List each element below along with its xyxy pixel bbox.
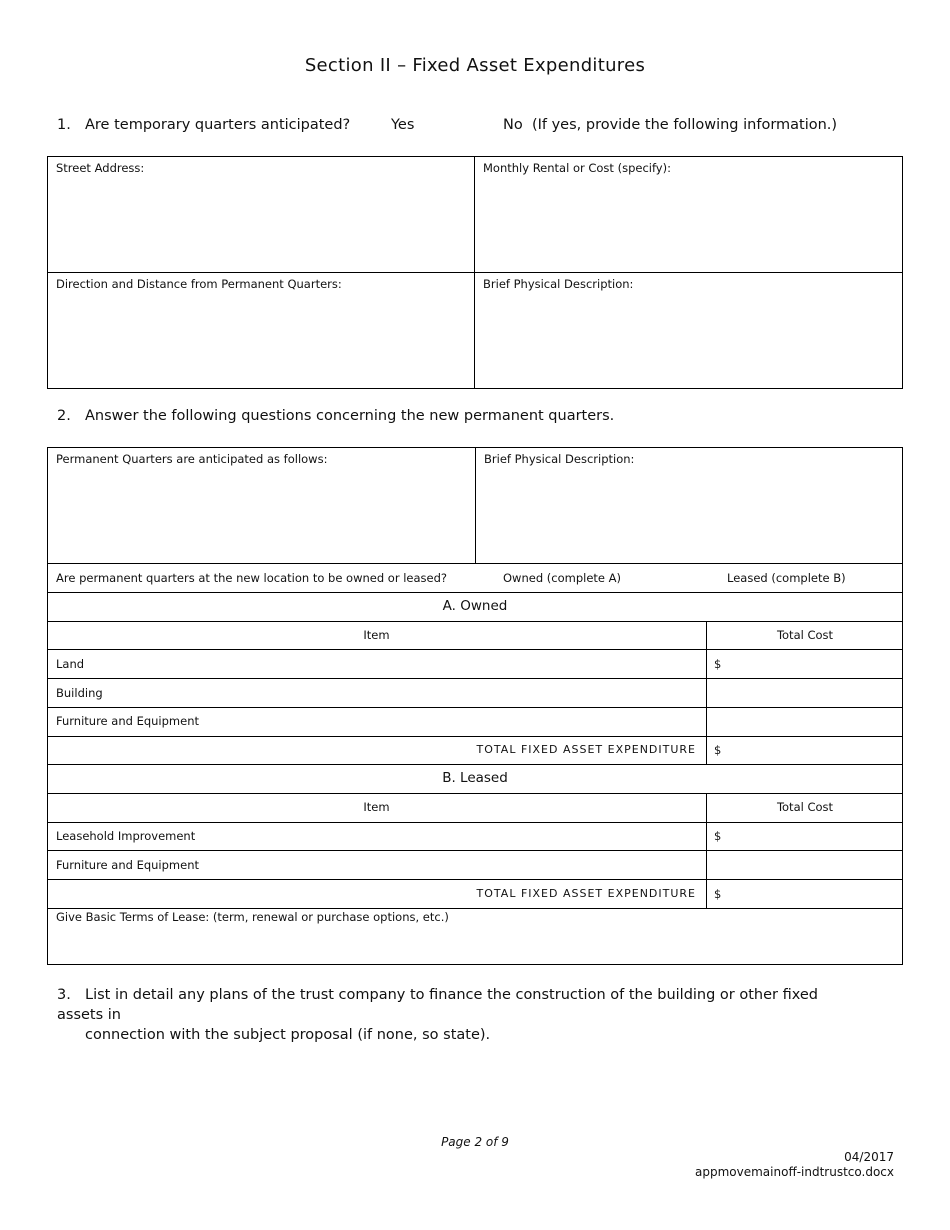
form-date: 04/2017 bbox=[844, 1150, 894, 1164]
owned-option[interactable]: Owned (complete A) bbox=[503, 571, 621, 585]
leased-row-furniture-item: Furniture and Equipment bbox=[56, 858, 200, 872]
owned-or-leased-question: Are permanent quarters at the new location to be owned or leased? bbox=[56, 571, 448, 585]
q1-no-option[interactable] bbox=[503, 117, 837, 133]
owned-row-land-cost[interactable]: $ bbox=[714, 657, 722, 671]
leased-col-item: Item bbox=[363, 800, 390, 814]
owned-heading: A. Owned bbox=[442, 598, 508, 614]
question-1 bbox=[57, 117, 350, 133]
monthly-rental-field[interactable] bbox=[475, 157, 902, 272]
permanent-anticipated-field[interactable] bbox=[48, 448, 475, 563]
page-number: Page 2 of 9 bbox=[441, 1135, 509, 1149]
street-address-field[interactable] bbox=[48, 157, 474, 272]
question-2-text: Answer the following questions concerning the new permanent quarters. bbox=[85, 408, 615, 424]
street-address-label: Street Address: bbox=[56, 161, 145, 175]
leased-row-furniture-cost[interactable] bbox=[714, 858, 894, 874]
owned-total-label: TOTAL FIXED ASSET EXPENDITURE bbox=[476, 743, 696, 756]
question-2 bbox=[57, 408, 614, 424]
perm-physical-description-field[interactable] bbox=[476, 448, 902, 563]
owned-row-building-item: Building bbox=[56, 686, 103, 700]
question-3-line-2: connection with the subject proposal (if none, so state). bbox=[85, 1027, 491, 1043]
leased-row-improvement-cost[interactable]: $ bbox=[714, 829, 722, 843]
question-3 bbox=[57, 985, 857, 1045]
leased-col-total: Total Cost bbox=[776, 800, 834, 814]
owned-row-furniture-item: Furniture and Equipment bbox=[56, 714, 200, 728]
question-2-number: 2. bbox=[57, 408, 71, 424]
question-3-number: 3. bbox=[57, 987, 71, 1003]
form-filename: appmovemainoff-indtrustco.docx bbox=[695, 1165, 894, 1179]
question-1-text: Are temporary quarters anticipated? bbox=[85, 117, 351, 133]
lease-terms-field[interactable] bbox=[48, 909, 902, 964]
temp-physical-description-label: Brief Physical Description: bbox=[483, 277, 634, 291]
permanent-anticipated-label: Permanent Quarters are anticipated as follows: bbox=[56, 452, 328, 466]
owned-col-item: Item bbox=[363, 628, 390, 642]
question-1-number: 1. bbox=[57, 117, 71, 133]
owned-total-cost[interactable]: $ bbox=[714, 743, 722, 757]
owned-row-land-item: Land bbox=[56, 657, 85, 671]
leased-row-improvement-item: Leasehold Improvement bbox=[56, 829, 196, 843]
temp-physical-description-field[interactable] bbox=[475, 273, 902, 388]
leased-option[interactable]: Leased (complete B) bbox=[727, 571, 846, 585]
q1-yes-option[interactable]: Yes bbox=[391, 117, 415, 133]
page-title: Section II – Fixed Asset Expenditures bbox=[304, 55, 646, 76]
leased-heading: B. Leased bbox=[442, 770, 508, 786]
direction-distance-field[interactable] bbox=[48, 273, 474, 388]
owned-row-building-cost[interactable] bbox=[714, 686, 894, 702]
direction-distance-label: Direction and Distance from Permanent Quarters: bbox=[56, 277, 342, 291]
leased-total-cost[interactable]: $ bbox=[714, 887, 722, 901]
q1-no-label: No bbox=[503, 117, 523, 133]
lease-terms-label: Give Basic Terms of Lease: (term, renewal or purchase options, etc.) bbox=[56, 910, 449, 924]
perm-physical-description-label: Brief Physical Description: bbox=[484, 452, 635, 466]
owned-col-total: Total Cost bbox=[776, 628, 834, 642]
leased-total-label: TOTAL FIXED ASSET EXPENDITURE bbox=[476, 887, 696, 900]
q1-note: (If yes, provide the following information.) bbox=[531, 117, 838, 133]
owned-row-furniture-cost[interactable] bbox=[714, 714, 894, 730]
monthly-rental-label: Monthly Rental or Cost (specify): bbox=[483, 161, 671, 175]
question-3-line-1: List in detail any plans of the trust company to finance the construction of the building or other fixed assets in bbox=[57, 987, 819, 1023]
